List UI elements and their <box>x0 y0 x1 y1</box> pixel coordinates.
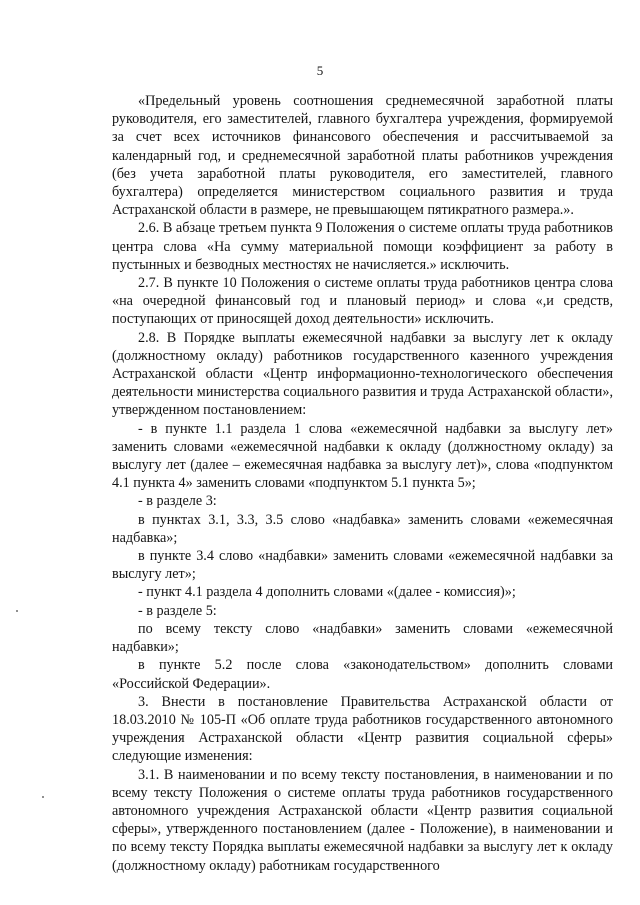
paragraph-section-3: - в разделе 3: <box>138 493 217 510</box>
paragraph-item-5-2: в пункте 5.2 после слова «законодательством» дополнить словами «Российской Федерации». <box>112 657 613 692</box>
paragraph-item-3-4: в пункте 3.4 слово «надбавки» заменить словами «ежемесячной надбавки за выслугу лет»; <box>112 548 613 583</box>
scan-speck <box>42 796 44 798</box>
paragraph-item-1-1: - в пункте 1.1 раздела 1 слова «ежемесячной надбавки за выслугу лет» заменить словами «ежемесячной надбавки к окладу (должностному окладу) за выслугу лет (далее – ежемесячная надбавка за выслугу лет)», слова «подпунктом 4.1 пункта 4» заменить словами «подпунктом 5.1 пункта 5»; <box>112 420 613 492</box>
scan-speck <box>16 610 18 612</box>
paragraph-item-4-1: - пункт 4.1 раздела 4 дополнить словами «(далее - комиссия)»; <box>138 584 516 601</box>
paragraph-3-1: 3.1. В наименовании и по всему тексту постановления, в наименовании и по всему тексту Положения о системе оплаты труда работников государственного автономного учреждения Астраханской области «Центр развития социальной сферы», утвержденного постановлением (далее - Положение), в наименовании и по всему тексту Порядка выплаты ежемесячной надбавки за выслугу лет к окладу (должностному окладу) работникам государственного <box>112 766 613 874</box>
page-number: 5 <box>316 63 324 78</box>
paragraph-section-5: - в разделе 5: <box>138 602 217 619</box>
paragraph-items-3-1-3-3-3-5: в пунктах 3.1, 3.3, 3.5 слово «надбавка» заменить словами «ежемесячная надбавка»; <box>112 511 613 546</box>
paragraph-2-7: 2.7. В пункте 10 Положения о системе оплаты труда работников центра слова «на очередной финансовый год и плановый период» и слова «,и средств, поступающих от приносящей доход деятельности» исключить. <box>112 275 613 328</box>
paragraph-whole-text-replacement: по всему тексту слово «надбавки» заменить словами «ежемесячной надбавки»; <box>112 620 613 656</box>
paragraph-2-6: 2.6. В абзаце третьем пункта 9 Положения о системе оплаты труда работников центра слова «На сумму материальной помощи коэффициент за работу в пустынных и безводных местностях не начисляется.» исключить. <box>112 220 613 273</box>
paragraph-3: 3. Внести в постановление Правительства Астраханской области от 18.03.2010 № 105-П «Об оплате труда работников государственного автономного учреждения Астраханской области «Центр развития социальной сферы» следующие изменения: <box>112 693 613 765</box>
paragraph-2-8: 2.8. В Порядке выплаты ежемесячной надбавки за выслугу лет к окладу (должностному окладу) работников государственного казенного учреждения Астраханской области «Центр информационно-технологического обеспечения деятельности министерства социального развития и труда Астраханской области», утвержденном постановлением: <box>112 329 613 419</box>
paragraph-salary-ratio-quote: «Предельный уровень соотношения среднемесячной заработной платы руководителя, его заместителей, главного бухгалтера учреждения, формируемой за счет всех источников финансового обеспечения и рассчитываемой за календарный год, и среднемесячной заработной платы работников учреждения (без учета заработной платы руководителя, его заместителей, главного бухгалтера) определяется министерством социального развития и труда Астраханской области в размере, не превышающем пятикратного размера.». <box>112 93 613 219</box>
document-body <box>112 92 613 875</box>
